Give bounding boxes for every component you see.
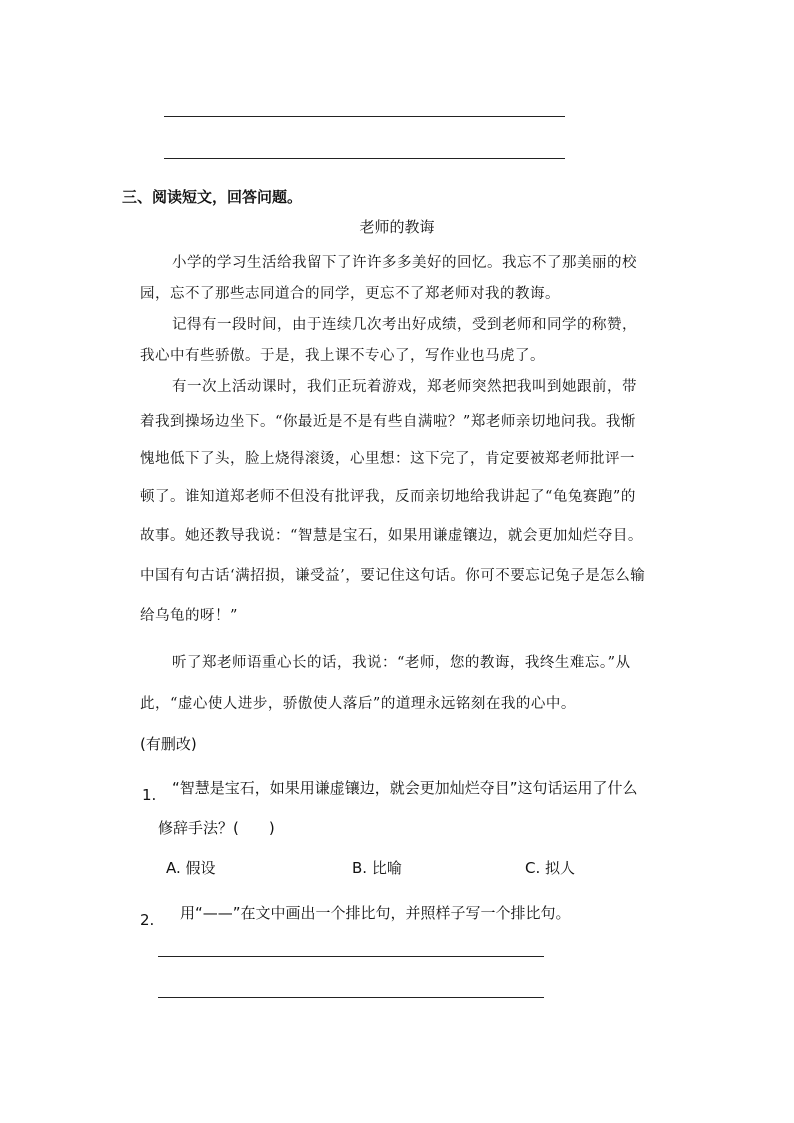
question-1-option-b[interactable]: B. 比喻 — [352, 859, 402, 877]
article-title: 老师的教诲 — [359, 218, 435, 236]
article-line: 听了郑老师语重心长的话，我说：“老师，您的教诲，我终生难忘。”从 — [172, 655, 631, 671]
article-line: 着我到操场边坐下。“你最近是不是有些自满啦？”郑老师亲切地问我。我惭 — [140, 414, 636, 430]
answer-line-top-1 — [164, 116, 565, 117]
article-line: 中国有句古话‘满招损，谦受益’，要记住这句话。你可不要忘记兔子是怎么输 — [140, 568, 646, 584]
article-line: 顿了。谁知道郑老师不但没有批评我，反而亲切地给我讲起了“龟兔赛跑”的 — [140, 489, 636, 505]
question-2-text: 用“——”在文中画出一个排比句，并照样子写一个排比句。 — [180, 904, 571, 922]
article-line: 此，“虚心使人进步，骄傲使人落后”的道理永远铭刻在我的心中。 — [140, 696, 576, 712]
question-1-option-a[interactable]: A. 假设 — [166, 859, 216, 877]
article-line: 给乌龟的呀！” — [140, 608, 238, 624]
article-line: 我心中有些骄傲。于是，我上课不专心了，写作业也马虎了。 — [140, 348, 545, 364]
article-line: 小学的学习生活给我留下了许许多多美好的回忆。我忘不了那美丽的校 — [172, 255, 637, 271]
question-2-number: 2. — [140, 911, 155, 929]
question-1-text: “智慧是宝石，如果用谦虚镶边，就会更加灿烂夺目”这句话运用了什么 — [172, 779, 638, 797]
section-title: 三、阅读短文，回答问题。 — [122, 188, 303, 206]
answer-line-q2-2[interactable] — [158, 997, 544, 998]
article-line: 有一次上活动课时，我们正玩着游戏，郑老师突然把我叫到她跟前，带 — [172, 379, 637, 395]
question-1-text-cont: 修辞手法？( ) — [158, 819, 275, 837]
article-line: 故事。她还教导我说：“智慧是宝石，如果用谦虚镶边，就会更加灿烂夺目。 — [140, 528, 643, 544]
answer-line-top-2 — [164, 158, 565, 159]
revision-note: (有删改) — [140, 735, 197, 753]
article-line: 园，忘不了那些志同道合的同学，更忘不了郑老师对我的教诲。 — [140, 286, 560, 302]
article-line: 愧地低下了头，脸上烧得滚烫，心里想：这下完了，肯定要被郑老师批评一 — [140, 451, 635, 467]
article-line: 记得有一段时间，由于连续几次考出好成绩，受到老师和同学的称赞， — [172, 317, 637, 333]
answer-line-q2-1[interactable] — [158, 956, 544, 957]
question-1-number: 1. — [142, 786, 157, 804]
question-1-option-c[interactable]: C. 拟人 — [525, 859, 576, 877]
